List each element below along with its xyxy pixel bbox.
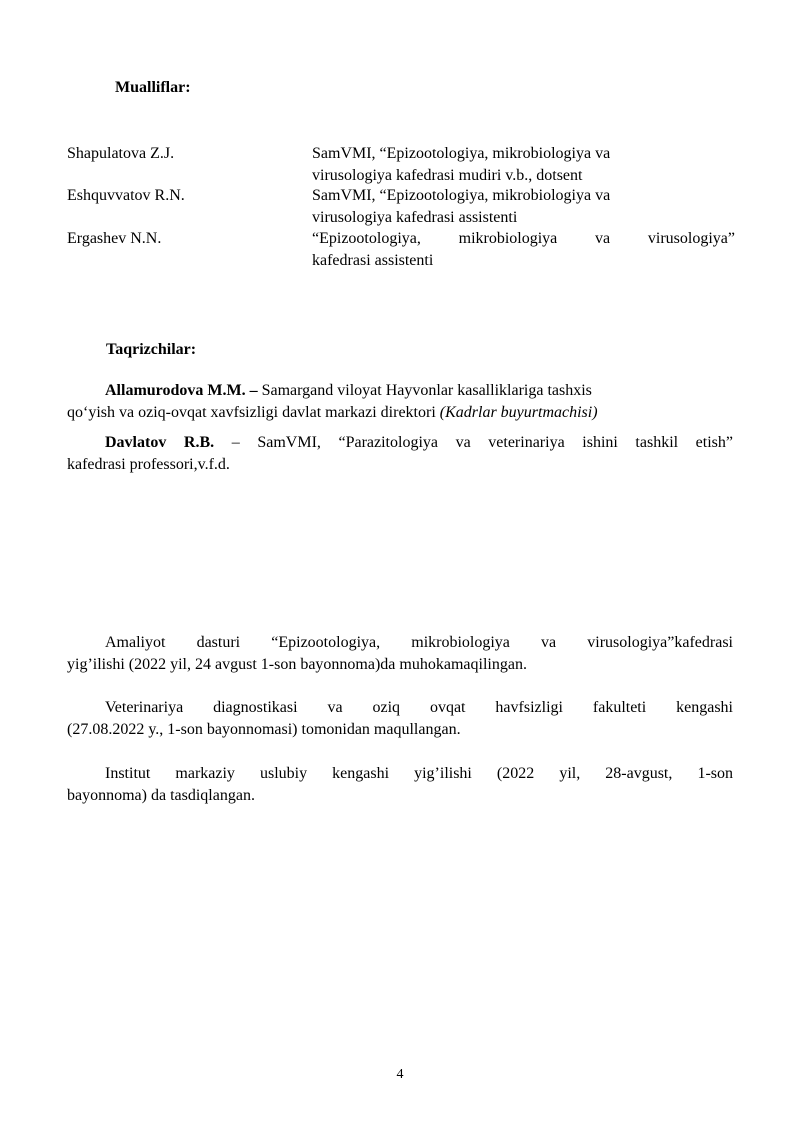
author-affiliation: [312, 143, 735, 187]
reviewer-line: [67, 380, 733, 402]
reviewer-line: kafedrasi professori,v.f.d.: [67, 456, 230, 473]
approval-line: Amaliyot dasturi “Epizootologiya, mikrobiologiya va virusologiya”kafedrasi: [105, 634, 733, 651]
author-affiliation-line: SamVMI, “Epizootologiya, mikrobiologiya va: [312, 187, 611, 204]
approval-paragraph: [67, 632, 733, 676]
approval-line: Veterinariya diagnostikasi va oziq ovqat havfsizligi fakulteti kengashi: [105, 699, 733, 716]
reviewer-line: [67, 432, 733, 454]
reviewer-affiliation: Samargand viloyat Hayvonlar kasalliklariga tashxis: [257, 382, 592, 399]
approval-line: (27.08.2022 y., 1-son bayonnomasi) tomonidan maqullangan.: [67, 721, 461, 738]
approval-line: bayonnoma) da tasdiqlangan.: [67, 787, 255, 804]
approval-paragraph: [67, 697, 733, 741]
reviewer-affiliation-cont: qo‘yish va oziq-ovqat xavfsizligi davlat markazi direktori: [67, 404, 440, 421]
reviewer-role-note: (Kadrlar buyurtmachisi): [439, 404, 598, 421]
author-name: Ergashev N.N.: [67, 230, 162, 247]
author-affiliation-line: virusologiya kafedrasi mudiri v.b., dotsent: [312, 167, 583, 184]
authors-heading: Mualliflar:: [115, 79, 191, 96]
page-number: 4: [396, 1067, 404, 1082]
approval-line: yig’ilishi (2022 yil, 24 avgust 1-son bayonnoma)da muhokamaqilingan.: [67, 656, 527, 673]
author-affiliation-line: virusologiya kafedrasi assistenti: [312, 209, 518, 226]
approval-paragraph: [67, 763, 733, 807]
reviewer-name: Davlatov R.B.: [105, 434, 215, 451]
reviewers-heading: Taqrizchilar:: [106, 341, 197, 358]
reviewer-line: [67, 402, 733, 424]
author-name: Eshquvvatov R.N.: [67, 187, 185, 204]
author-affiliation: [312, 185, 735, 229]
author-affiliation-line: kafedrasi assistenti: [312, 252, 434, 269]
reviewer-name: Allamurodova M.M. –: [105, 382, 258, 399]
reviewer-entry: [67, 432, 733, 476]
approval-line: Institut markaziy uslubiy kengashi yig’ilishi (2022 yil, 28-avgust, 1-son: [105, 765, 733, 782]
author-affiliation-line: SamVMI, “Epizootologiya, mikrobiologiya va: [312, 145, 611, 162]
reviewer-affiliation: – SamVMI, “Parazitologiya va veterinariya ishini tashkil etish”: [214, 434, 733, 451]
author-affiliation-line: “Epizootologiya, mikrobiologiya va virusologiya”: [312, 230, 735, 247]
author-affiliation: [312, 228, 735, 272]
author-name: Shapulatova Z.J.: [67, 145, 175, 162]
reviewer-entry: [67, 380, 733, 424]
